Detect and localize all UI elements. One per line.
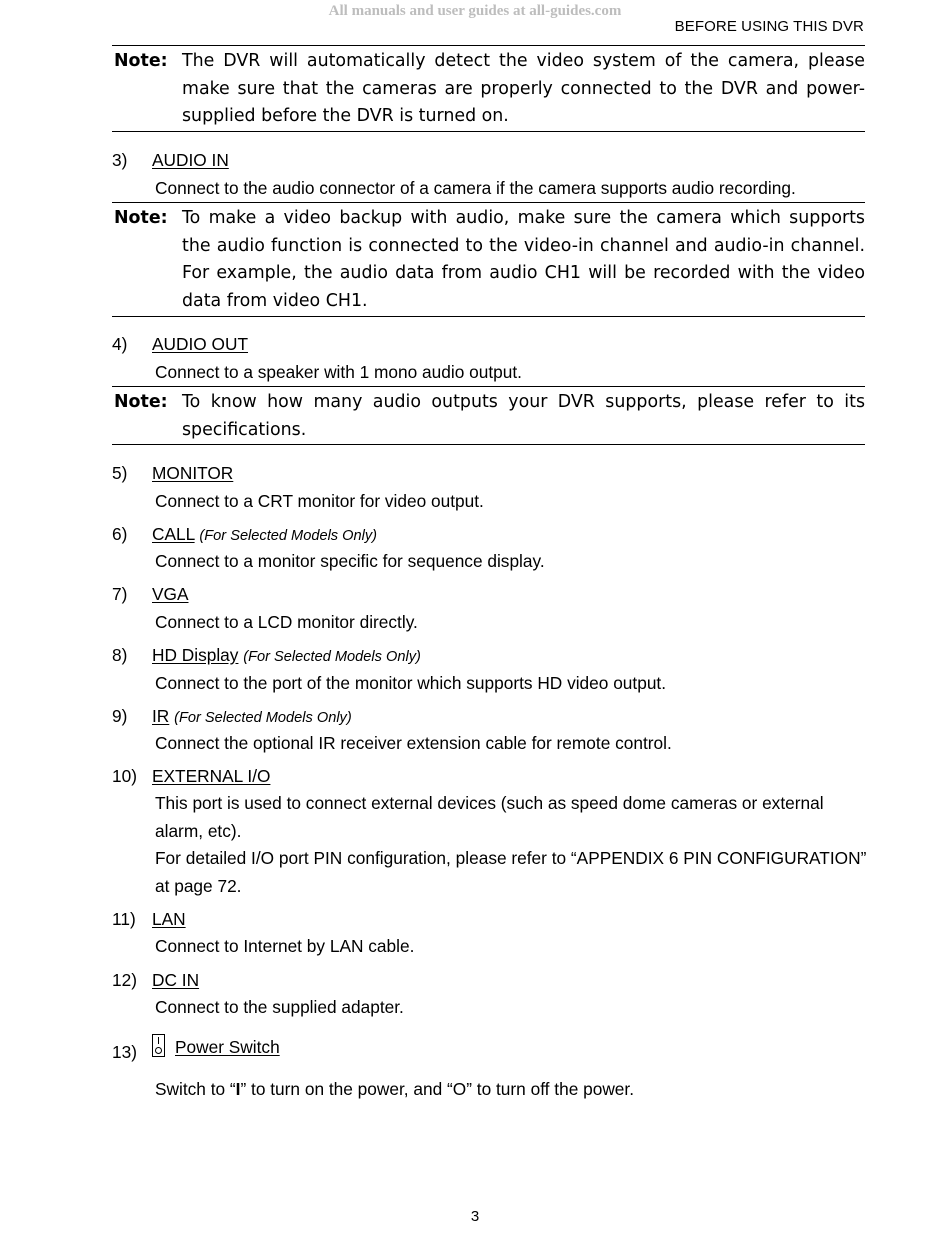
item-title: AUDIO IN bbox=[152, 150, 229, 170]
item-number: 9) bbox=[112, 706, 128, 726]
item-title: MONITOR bbox=[152, 463, 234, 483]
power-switch-icon bbox=[152, 1034, 165, 1057]
watermark: All manuals and user guides at all-guides.com bbox=[328, 3, 622, 19]
item-title: LAN bbox=[152, 909, 186, 929]
divider bbox=[112, 444, 865, 445]
item-title: DC IN bbox=[152, 970, 200, 990]
note-audio-backup bbox=[112, 205, 865, 317]
item-number: 6) bbox=[112, 524, 128, 544]
item-title: AUDIO OUT bbox=[152, 334, 249, 354]
item-description: This port is used to connect external devices (such as speed dome cameras or external alarm, etc). bbox=[155, 793, 824, 841]
note-audio-outputs bbox=[112, 389, 865, 445]
item-description: Connect to the supplied adapter. bbox=[155, 997, 404, 1017]
note-video-system bbox=[112, 48, 865, 132]
item-number: 3) bbox=[112, 150, 128, 170]
item-description-pin-config: For detailed I/O port PIN configuration, please refer to “APPENDIX 6 PIN CONFIGURATION” at page 72. bbox=[155, 848, 867, 896]
item-number: 11) bbox=[112, 909, 136, 929]
running-head: BEFORE USING THIS DVR bbox=[674, 18, 864, 35]
note-label: Note: bbox=[114, 208, 168, 228]
item-description: Connect to Internet by LAN cable. bbox=[155, 936, 415, 956]
item-title: Power Switch bbox=[152, 1034, 280, 1058]
note-text: To know how many audio outputs your DVR supports, please refer to its specifications. bbox=[182, 392, 865, 440]
item-description: Connect to the audio connector of a camera if the camera supports audio recording. bbox=[155, 178, 796, 198]
item-description: Connect to the port of the monitor which supports HD video output. bbox=[155, 673, 667, 693]
item-number: 10) bbox=[112, 766, 137, 786]
item-title: VGA bbox=[152, 584, 189, 604]
item-number: 7) bbox=[112, 584, 128, 604]
item-title: IR (For Selected Models Only) bbox=[152, 706, 352, 726]
selected-models-note: (For Selected Models Only) bbox=[199, 528, 378, 544]
divider bbox=[112, 316, 865, 317]
item-number: 4) bbox=[112, 334, 128, 354]
item-description: Connect to a monitor specific for sequence display. bbox=[155, 551, 545, 571]
item-title: CALL (For Selected Models Only) bbox=[152, 524, 378, 544]
selected-models-note: (For Selected Models Only) bbox=[243, 649, 421, 665]
item-title: EXTERNAL I/O bbox=[152, 766, 271, 786]
item-title: HD Display (For Selected Models Only) bbox=[152, 645, 421, 665]
divider bbox=[112, 386, 865, 387]
note-text: To make a video backup with audio, make sure the camera which supports the audio function is connected to the video-in channel and audio-in channel. For example, the audio data from audio CH1 will be recorded with the video data from video CH1. bbox=[182, 208, 865, 311]
item-description: Switch to “I” to turn on the power, and “O” to turn off the power. bbox=[155, 1079, 635, 1099]
item-number: 5) bbox=[112, 463, 128, 483]
item-description: Connect to a LCD monitor directly. bbox=[155, 612, 418, 632]
divider bbox=[112, 202, 865, 203]
note-label: Note: bbox=[114, 51, 168, 71]
divider bbox=[112, 45, 865, 46]
item-description: Connect to a speaker with 1 mono audio output. bbox=[155, 362, 522, 382]
note-text: The DVR will automatically detect the video system of the camera, please make sure that the cameras are properly connected to the DVR and power-supplied before the DVR is turned on. bbox=[182, 51, 865, 126]
item-number: 13) bbox=[112, 1042, 137, 1062]
item-description: Connect to a CRT monitor for video output. bbox=[155, 491, 484, 511]
divider bbox=[112, 131, 865, 132]
item-number: 12) bbox=[112, 970, 137, 990]
page-number: 3 bbox=[470, 1208, 480, 1225]
item-description: Connect the optional IR receiver extension cable for remote control. bbox=[155, 733, 672, 753]
selected-models-note: (For Selected Models Only) bbox=[174, 710, 352, 726]
note-label: Note: bbox=[114, 392, 168, 412]
item-number: 8) bbox=[112, 645, 128, 665]
